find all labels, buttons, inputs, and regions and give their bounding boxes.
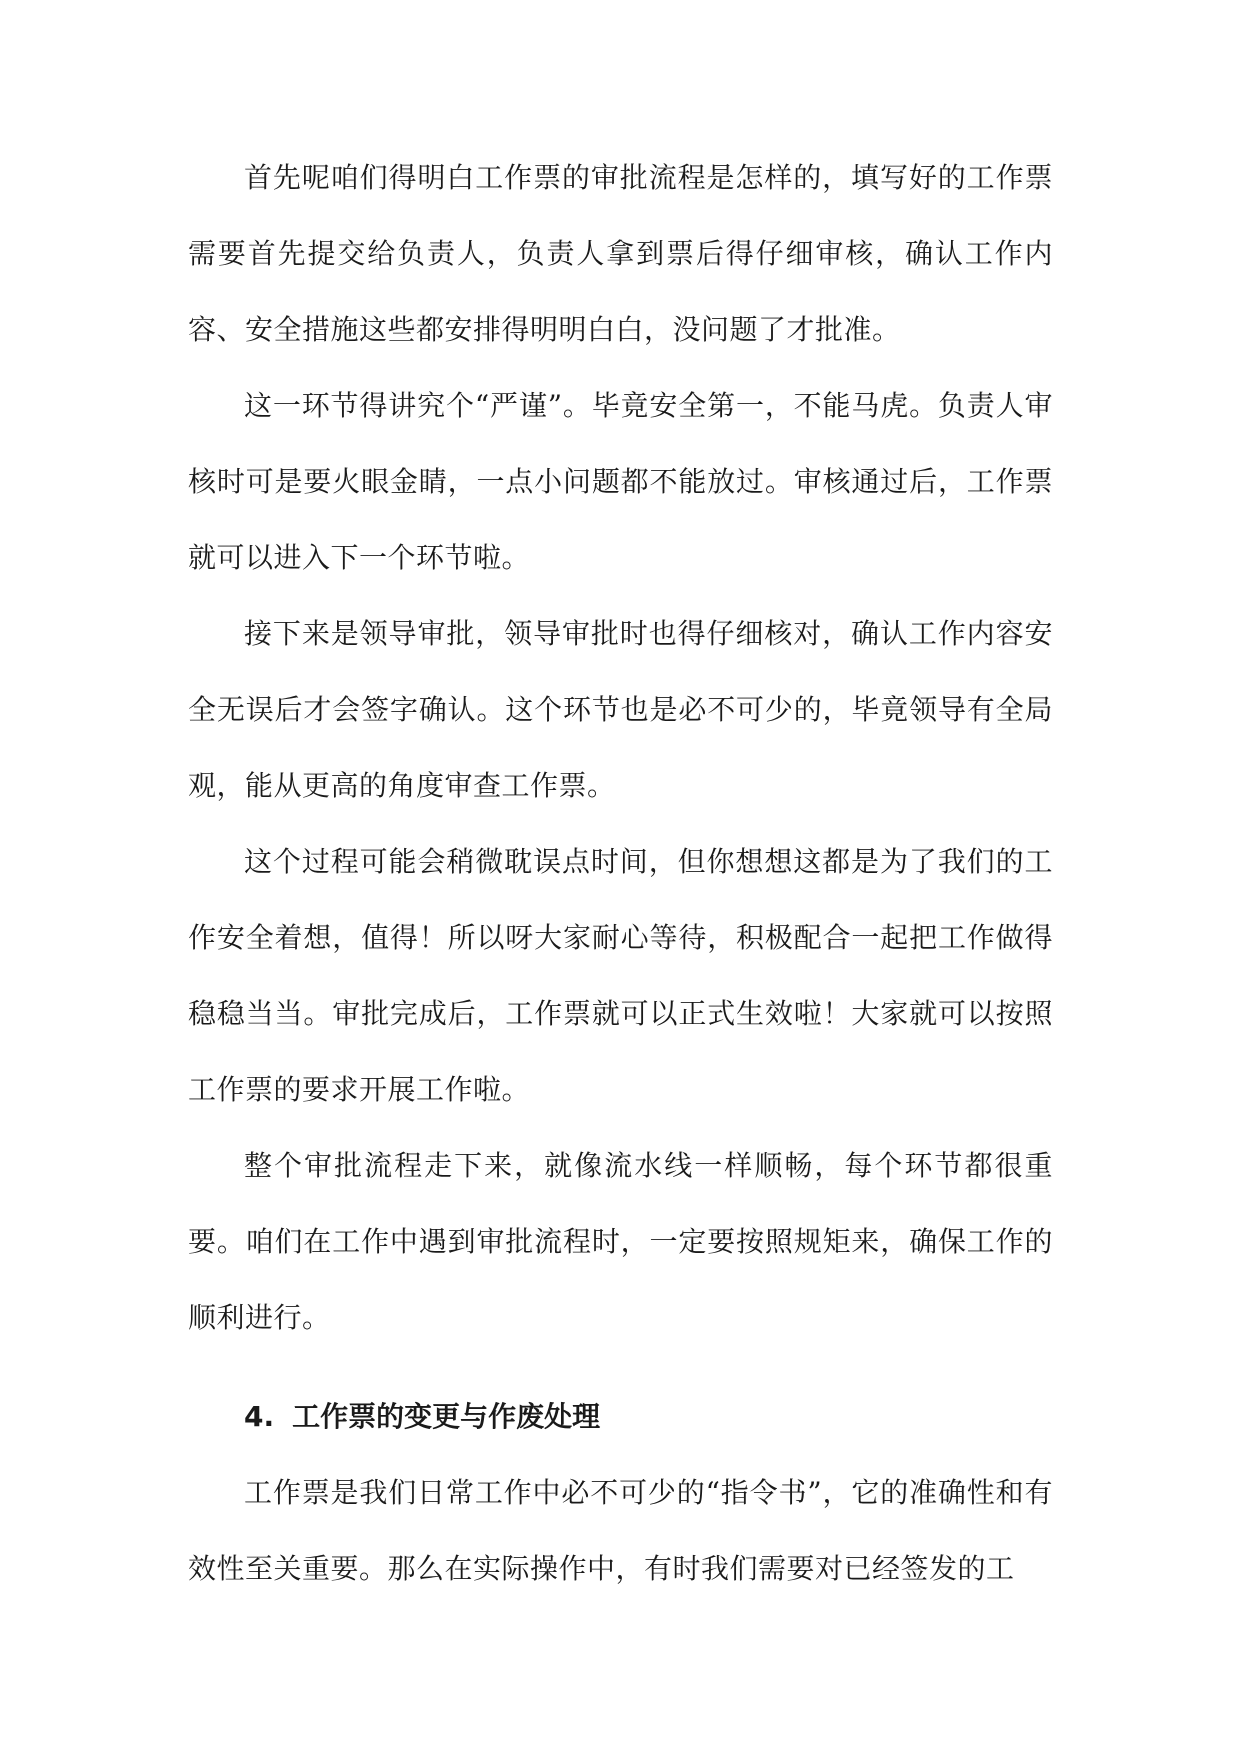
section-title: 工作票的变更与作废处理	[292, 1400, 601, 1433]
section-number: 4.	[244, 1400, 275, 1433]
section-heading	[188, 1379, 1053, 1455]
paragraph-patience: 这个过程可能会稍微耽误点时间，但你想想这都是为了我们的工作安全着想，值得！所以呀大家耐心等待，积极配合一起把工作做得稳稳当当。审批完成后，工作票就可以正式生效啦！大家就可以按照工作票的要求开展工作啦。	[188, 845, 1053, 1106]
paragraph-leader-approval: 接下来是领导审批，领导审批时也得仔细核对，确认工作内容安全无误后才会签字确认。这个环节也是必不可少的，毕竟领导有全局观，能从更高的角度审查工作票。	[188, 617, 1053, 802]
paragraph-rigor: 这一环节得讲究个“严谨”。毕竟安全第一，不能马虎。负责人审核时可是要火眼金睛，一点小问题都不能放过。审核通过后，工作票就可以进入下一个环节啦。	[188, 389, 1053, 574]
document-body	[188, 140, 1053, 1607]
paragraph-approval-flow: 首先呢咱们得明白工作票的审批流程是怎样的，填写好的工作票需要首先提交给负责人，负责人拿到票后得仔细审核，确认工作内容、安全措施这些都安排得明明白白，没问题了才批准。	[188, 161, 1053, 346]
paragraph-work-ticket-intro: 工作票是我们日常工作中必不可少的“指令书”，它的准确性和有效性至关重要。那么在实际操作中，有时我们需要对已经签发的工	[188, 1476, 1053, 1585]
paragraph-summary: 整个审批流程走下来，就像流水线一样顺畅，每个环节都很重要。咱们在工作中遇到审批流程时，一定要按照规矩来，确保工作的顺利进行。	[188, 1149, 1053, 1334]
